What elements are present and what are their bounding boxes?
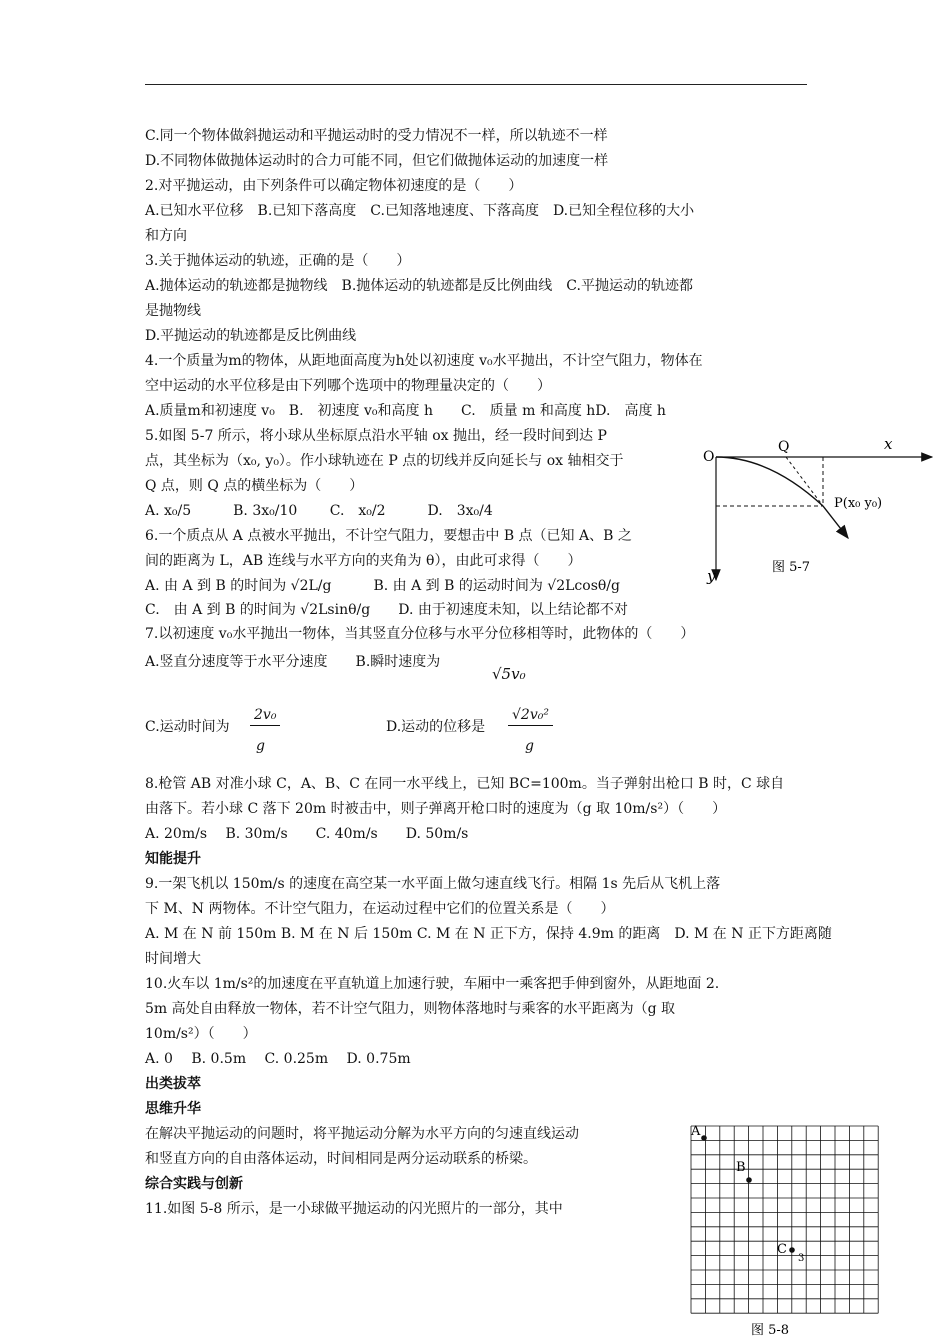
text-line: 是抛物线: [145, 303, 201, 319]
text-line: A. 由 A 到 B 的时间为 √2L/g B. 由 A 到 B 的运动时间为 √2Lcosθ/g: [145, 578, 620, 594]
text-line: A.已知水平位移 B.已知下落高度 C.已知落地速度、下落高度 D.已知全程位移的大小: [145, 203, 695, 219]
text-line: Q 点，则 Q 点的横坐标为（ ）: [145, 478, 364, 494]
grid: [691, 1126, 878, 1313]
label-Q: Q: [778, 439, 790, 455]
text-line: A.竖直分速度等于水平分速度 B.瞬时速度为: [145, 654, 441, 670]
text-line: 间的距离为 L，AB 连线与水平方向的夹角为 θ），由此可求得（ ）: [145, 553, 582, 569]
q7-c-numerator: 2v₀: [250, 705, 280, 726]
figure-5-8: [685, 1120, 885, 1342]
point-C: [789, 1247, 795, 1253]
text-line: 5.如图 5-7 所示，将小球从坐标原点沿水平轴 ox 抛出，经一段时间到达 P: [145, 428, 607, 444]
text-line: 空中运动的水平位移是由下列哪个选项中的物理量决定的（ ）: [145, 378, 551, 394]
label-P: P(x₀ y₀): [834, 496, 883, 511]
text-line: 点，其坐标为（x₀, y₀）。作小球轨迹在 P 点的切线并反向延长与 ox 轴相交于: [145, 453, 624, 469]
section-heading: 思维升华: [145, 1101, 201, 1117]
text-line: 下 M、N 两物体。不计空气阻力，在运动过程中它们的位置关系是（ ）: [145, 901, 615, 917]
text-line: D.不同物体做抛体运动时的合力可能不同，但它们做抛体运动的加速度一样: [145, 153, 609, 169]
label-3: 3: [798, 1253, 805, 1264]
q7-b-value: √5v₀: [492, 665, 526, 683]
text-line: 9.一架飞机以 150m/s 的速度在高空某一水平面上做匀速直线飞行。相隔 1s 先后从飞机上落: [145, 876, 721, 892]
text-line: 在解决平抛运动的问题时，将平抛运动分解为水平方向的匀速直线运动: [145, 1126, 579, 1142]
text-line: 6.一个质点从 A 点被水平抛出，不计空气阻力，要想击中 B 点（已知 A、B 之: [145, 528, 632, 544]
text-line: 11.如图 5-8 所示，是一小球做平抛运动的闪光照片的一部分，其中: [145, 1201, 563, 1217]
section-heading: 综合实践与创新: [145, 1176, 243, 1192]
point-A: [701, 1135, 707, 1141]
figure-caption: 图 5-7: [772, 560, 811, 575]
text-line: A.质量m和初速度 v₀ B. 初速度 v₀和高度 h C. 质量 m 和高度 hD. 高度 h: [145, 403, 666, 419]
text-line: 和竖直方向的自由落体运动，时间相同是两分运动联系的桥梁。: [145, 1151, 537, 1167]
text-line: A. x₀/5 B. 3x₀/10 C. x₀/2 D. 3x₀/4: [145, 503, 493, 519]
section-heading: 出类拔萃: [145, 1076, 201, 1092]
text-line: 时间增大: [145, 951, 201, 967]
q7-d-denominator: g: [525, 738, 534, 754]
label-y: y: [707, 567, 716, 585]
text-line: 5m 高处自由释放一物体，若不计空气阻力，则物体落地时与乘客的水平距离为（g 取: [145, 1001, 676, 1017]
label-A: A: [691, 1124, 701, 1139]
text-line: C. 由 A 到 B 的时间为 √2Lsinθ/g D. 由于初速度未知，以上结论都不对: [145, 602, 628, 618]
text-line: 2.对平抛运动，由下列条件可以确定物体初速度的是（ ）: [145, 178, 523, 194]
trajectory-curve: [716, 457, 823, 506]
q7-c-denominator: g: [256, 738, 265, 754]
text-line: 10m/s²）（ ）: [145, 1026, 257, 1042]
text-line: 和方向: [145, 228, 187, 244]
text-line: 8.枪管 AB 对准小球 C，A、B、C 在同一水平线上，已知 BC=100m。当子弹射出枪口 B 时，C 球自: [145, 776, 785, 792]
q7-c-label: C.运动时间为: [145, 719, 230, 735]
text-line: A.抛体运动的轨迹都是抛物线 B.抛体运动的轨迹都是反比例曲线 C.平抛运动的轨迹都: [145, 278, 693, 294]
text-line: 10.火车以 1m/s²的加速度在平直轨道上加速行驶，车厢中一乘客把手伸到窗外，从距地面 2.: [145, 976, 720, 992]
label-x: x: [884, 435, 893, 453]
text-line: C.同一个物体做斜抛运动和平抛运动时的受力情况不一样，所以轨迹不一样: [145, 128, 608, 144]
text-line: A. 20m/s B. 30m/s C. 40m/s D. 50m/s: [145, 826, 469, 842]
figure-5-7: [700, 430, 940, 590]
q7-d-numerator: √2v₀²: [508, 705, 553, 726]
text-line: 3.关于抛体运动的轨迹，正确的是（ ）: [145, 253, 411, 269]
figure-caption: 图 5-8: [751, 1323, 790, 1338]
label-C: C: [777, 1242, 787, 1257]
text-line: A. M 在 N 前 150m B. M 在 N 后 150m C. M 在 N 正下方，保持 4.9m 的距离 D. M 在 N 正下方距离随: [145, 926, 832, 942]
section-heading: 知能提升: [145, 851, 201, 867]
label-O: O: [703, 449, 715, 465]
label-B: B: [736, 1160, 746, 1175]
header-rule: [145, 84, 807, 85]
text-line: 4.一个质量为m的物体，从距地面高度为h处以初速度 v₀水平抛出，不计空气阻力，物体在: [145, 353, 703, 369]
point-B: [746, 1177, 752, 1183]
text-line: D.平抛运动的轨迹都是反比例曲线: [145, 328, 357, 344]
text-line: 由落下。若小球 C 落下 20m 时被击中，则子弹离开枪口时的速度为（g 取 10m/s²）（ ）: [145, 801, 727, 817]
text-line: 7.以初速度 v₀水平抛出一物体，当其竖直分位移与水平分位移相等时，此物体的（ ）: [145, 626, 695, 642]
q7-d-label: D.运动的位移是: [386, 719, 486, 735]
text-line: A. 0 B. 0.5m C. 0.25m D. 0.75m: [145, 1051, 411, 1067]
